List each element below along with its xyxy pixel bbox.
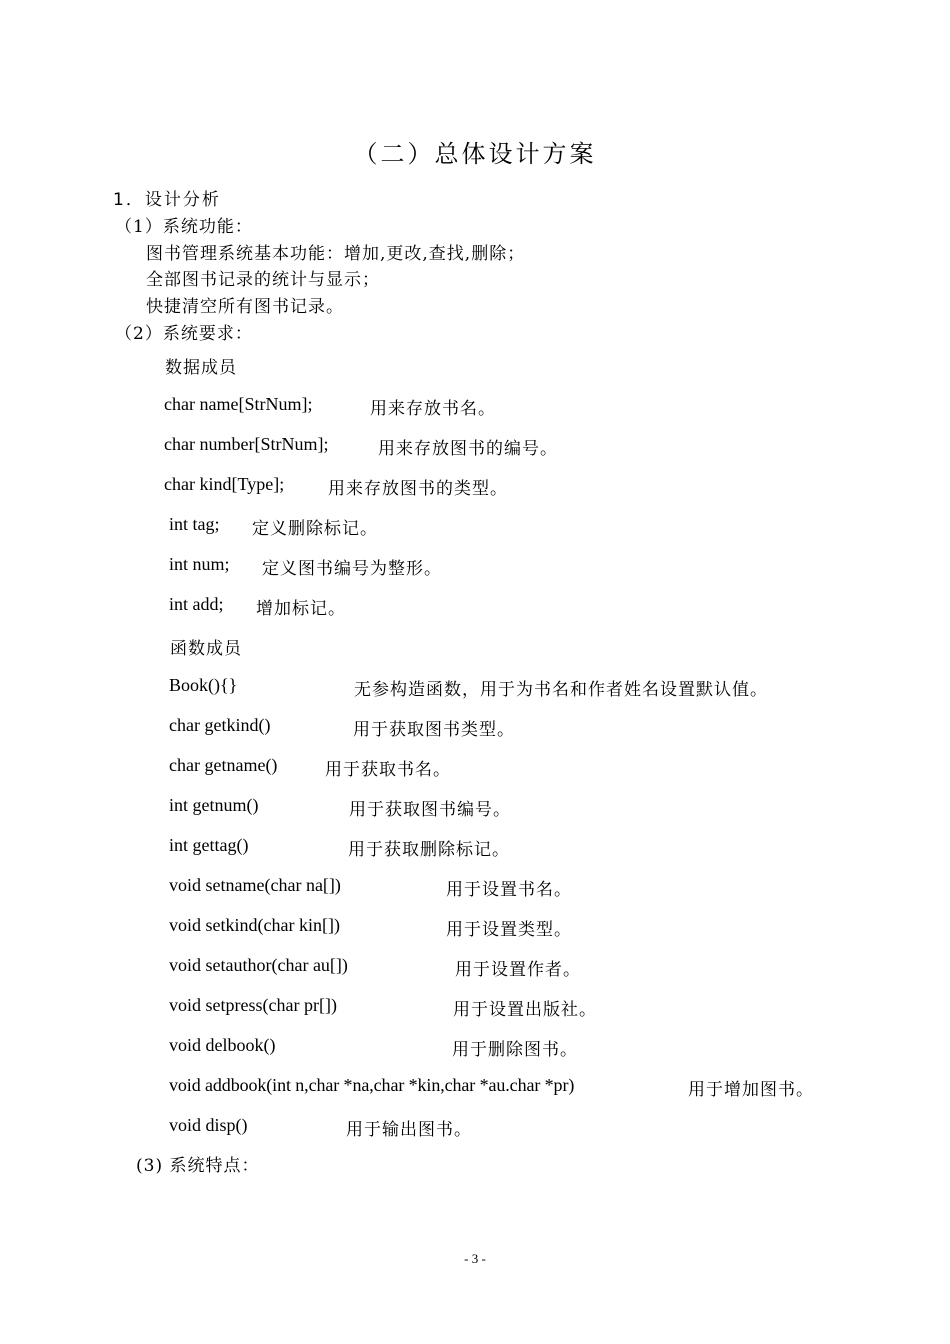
section-heading: 1．设计分析 (113, 190, 221, 210)
member-code: int add; (169, 594, 224, 614)
member-code: int num; (169, 554, 230, 574)
function-desc: 用于获取删除标记。 (348, 840, 510, 860)
function-desc: 无参构造函数，用于为书名和作者姓名设置默认值。 (354, 680, 768, 700)
function-code: void delbook() (169, 1035, 276, 1055)
page-number: - 3 - (464, 1251, 486, 1266)
function-desc: 用于设置类型。 (446, 920, 572, 940)
section-3-label: (3) 系统特点： (136, 1156, 260, 1176)
member-desc: 用来存放图书的类型。 (328, 479, 508, 499)
function-members-label: 函数成员 (170, 639, 242, 659)
function-desc: 用于设置书名。 (446, 880, 572, 900)
section-1-line: 全部图书记录的统计与显示； (146, 270, 380, 290)
function-desc: 用于获取图书类型。 (353, 720, 515, 740)
function-desc: 用于获取书名。 (325, 760, 451, 780)
member-desc: 用来存放图书的编号。 (378, 439, 558, 459)
section-1-line: 快捷清空所有图书记录。 (146, 297, 344, 317)
function-code: void setpress(char pr[]) (169, 995, 337, 1015)
member-code: int tag; (169, 514, 220, 534)
function-code: void setauthor(char au[]) (169, 955, 348, 975)
function-desc: 用于删除图书。 (452, 1040, 578, 1060)
member-code: char kind[Type]; (164, 474, 285, 494)
section-1-line: 图书管理系统基本功能：增加,更改,查找,删除； (146, 244, 526, 264)
function-code: int gettag() (169, 835, 249, 855)
member-desc: 用来存放书名。 (370, 399, 496, 419)
function-desc: 用于设置作者。 (455, 960, 581, 980)
function-desc: 用于获取图书编号。 (349, 800, 511, 820)
member-desc: 定义图书编号为整形。 (262, 559, 442, 579)
function-code: char getkind() (169, 715, 271, 735)
member-desc: 增加标记。 (256, 599, 346, 619)
page-title: （二）总体设计方案 (353, 140, 597, 168)
function-code: void setname(char na[]) (169, 875, 341, 895)
function-code: void addbook(int n,char *na,char *kin,char *au.char *pr) (169, 1075, 575, 1095)
member-code: char name[StrNum]; (164, 394, 313, 414)
section-1-label: （1）系统功能： (115, 217, 253, 237)
function-desc: 用于增加图书。 (688, 1080, 814, 1100)
function-code: int getnum() (169, 795, 259, 815)
member-code: char number[StrNum]; (164, 434, 329, 454)
function-code: char getname() (169, 755, 278, 775)
data-members-label: 数据成员 (165, 358, 237, 378)
function-code: Book(){} (169, 675, 238, 695)
function-desc: 用于输出图书。 (346, 1120, 472, 1140)
function-code: void setkind(char kin[]) (169, 915, 340, 935)
function-code: void disp() (169, 1115, 248, 1135)
function-desc: 用于设置出版社。 (453, 1000, 597, 1020)
section-2-label: （2）系统要求： (115, 324, 253, 344)
member-desc: 定义删除标记。 (252, 519, 378, 539)
